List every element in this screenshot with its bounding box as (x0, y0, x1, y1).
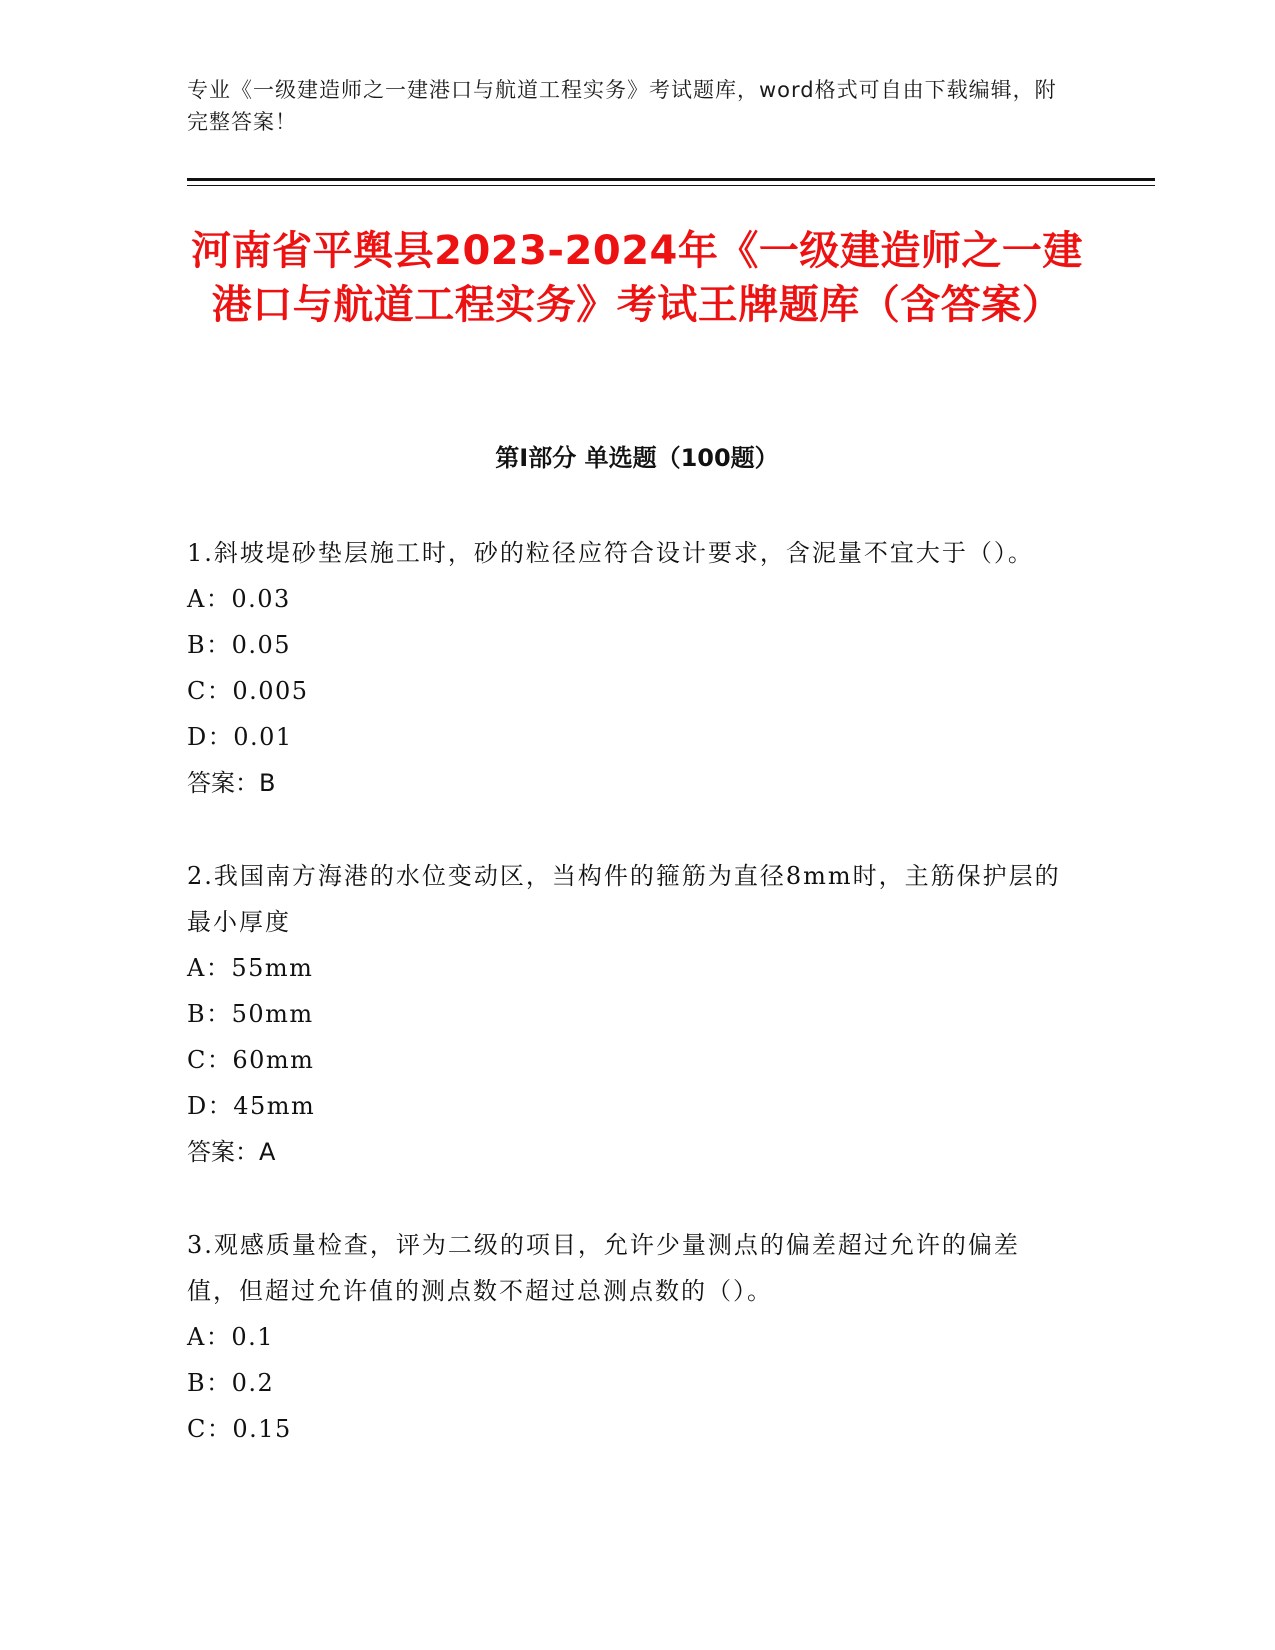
question-1 (187, 530, 1067, 806)
option-b: B：0.2 (187, 1369, 275, 1397)
option-d: D：45mm (187, 1092, 316, 1120)
option-b: B：0.05 (187, 631, 292, 659)
header-divider-thin (187, 185, 1155, 186)
section-title: 第I部分 单选题（100题） (495, 444, 779, 472)
question-stem: 1.斜坡堤砂垫层施工时，砂的粒径应符合设计要求，含泥量不宜大于（）。 (187, 539, 1034, 567)
document-title: 河南省平舆县2023-2024年《一级建造师之一建港口与航道工程实务》考试王牌题库（含答案） (191, 228, 1083, 328)
header-divider-thick (187, 178, 1155, 181)
option-a: A：0.03 (187, 585, 291, 613)
answer: 答案：B (187, 769, 276, 797)
option-c: C：0.15 (187, 1415, 292, 1443)
option-c: C：0.005 (187, 677, 309, 705)
question-stem: 3.观感质量检查，评为二级的项目，允许少量测点的偏差超过允许的偏差值，但超过允许值的测点数不超过总测点数的（）。 (187, 1231, 1020, 1305)
option-b: B：50mm (187, 1000, 314, 1028)
question-stem: 2.我国南方海港的水位变动区，当构件的箍筋为直径8mm时，主筋保护层的最小厚度 (187, 862, 1061, 936)
option-a: A：55mm (187, 954, 314, 982)
question-2 (187, 853, 1067, 1175)
option-c: C：60mm (187, 1046, 315, 1074)
header-note: 专业《一级建造师之一建港口与航道工程实务》考试题库，word格式可自由下载编辑，附完整答案！ (187, 78, 1057, 134)
option-a: A：0.1 (187, 1323, 274, 1351)
question-list (187, 530, 1067, 1499)
answer: 答案：A (187, 1138, 276, 1166)
option-d: D：0.01 (187, 723, 293, 751)
question-3 (187, 1222, 1067, 1452)
